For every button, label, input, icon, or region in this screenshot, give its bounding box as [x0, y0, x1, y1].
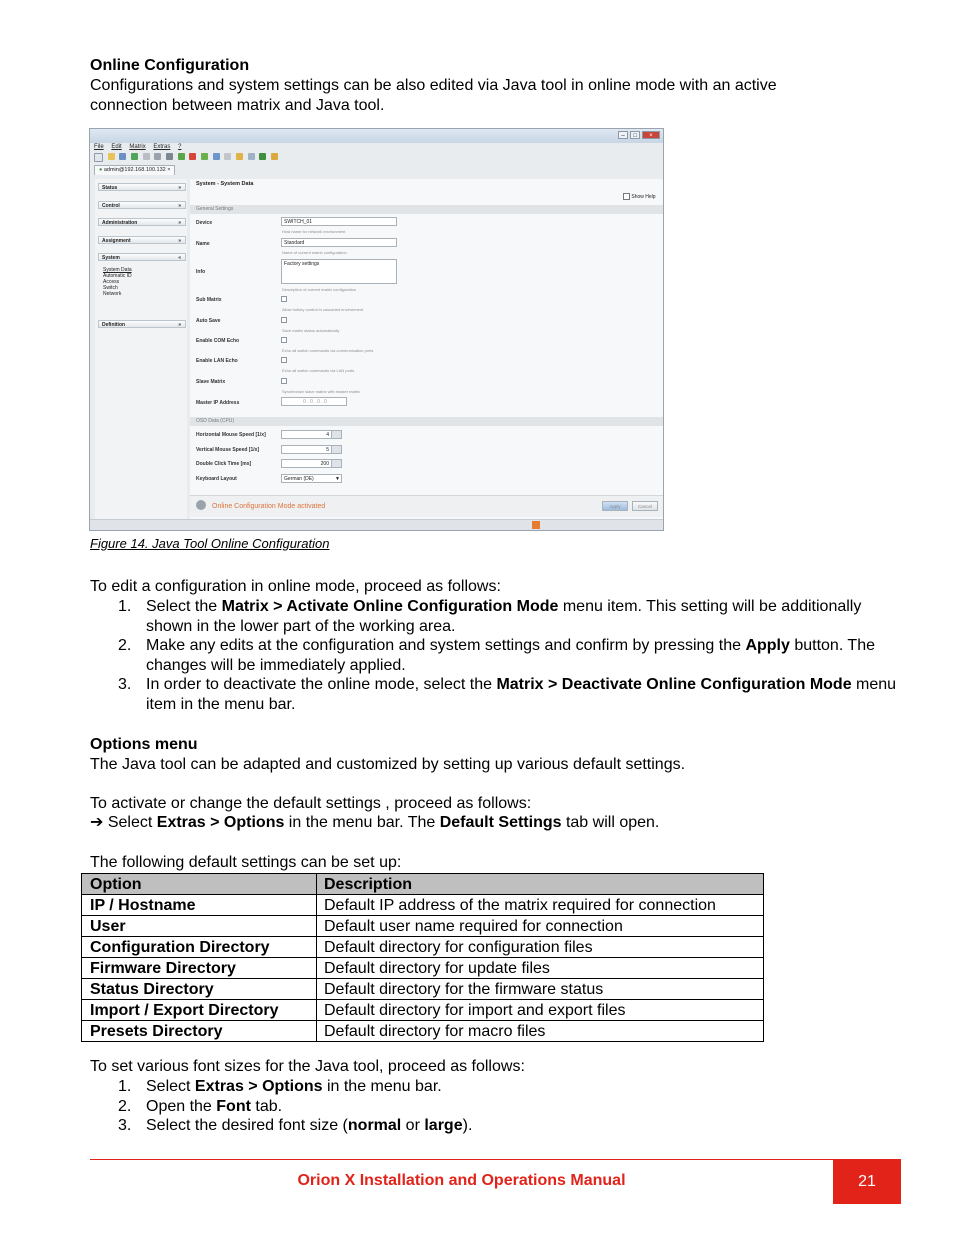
step-text: menu item. This setting will be additionally shown in the lower part of the working area.	[146, 598, 862, 635]
minimize-icon[interactable]: –	[618, 131, 628, 139]
sidebar-system-label: System	[102, 255, 120, 261]
sidebar-item-switch[interactable]: Switch	[103, 285, 118, 291]
slave-matrix-checkbox[interactable]	[281, 378, 287, 384]
page-number: 21	[833, 1159, 901, 1204]
chevron-down-icon: »	[178, 238, 181, 244]
chevron-down-icon: »	[178, 203, 181, 209]
name-input[interactable]: Standard	[281, 238, 397, 247]
step-text: Open the	[146, 1097, 217, 1115]
system-subitems	[103, 267, 132, 297]
description-cell: Default directory for the firmware status	[317, 979, 764, 1000]
upload-icon[interactable]	[201, 153, 208, 160]
table-row	[82, 937, 764, 958]
table-row	[82, 916, 764, 937]
sidebar-status[interactable]	[98, 183, 186, 191]
step-number: 1.	[118, 598, 132, 615]
info-label: Info	[196, 269, 206, 275]
monitor-icon[interactable]	[259, 153, 266, 160]
step-text: menu item in the menu bar.	[146, 676, 897, 713]
description-cell: Default directory for configuration files	[317, 937, 764, 958]
option-cell: Status Directory	[82, 979, 317, 1000]
sidebar-definition-label: Definition	[102, 322, 126, 328]
step-bold: Matrix > Activate Online Configuration Mode	[221, 598, 559, 615]
checkbox-checked-icon	[623, 193, 630, 200]
online-config-intro: Configurations and system settings can be also edited via Java tool in online mode with an active connection between matrix and Java tool.	[90, 77, 777, 114]
step-number: 1.	[118, 1078, 132, 1095]
activate-intro: To activate or change the default settings , proceed as follows:	[90, 795, 532, 812]
section-heading-options-menu: Options menu	[90, 736, 198, 753]
menu-edit[interactable]: Edit	[111, 144, 122, 150]
sidebar-definition[interactable]	[98, 320, 186, 328]
chevron-up-icon: «	[178, 255, 181, 261]
apply-button[interactable]: Apply	[602, 501, 628, 511]
double-click-label: Double Click Time [ms]	[196, 461, 252, 467]
master-ip-input[interactable]: 0 . 0 . 0 . 0	[281, 397, 347, 406]
h-mouse-speed-label: Horizontal Mouse Speed [1/x]	[196, 432, 266, 438]
keyboard-layout-label: Keyboard Layout	[196, 476, 237, 482]
dropdown-arrow-icon: ▼	[335, 476, 340, 482]
description-cell: Default user name required for connection	[317, 916, 764, 937]
font-step	[90, 1097, 900, 1117]
new-file-icon[interactable]	[94, 153, 103, 162]
footer-title: Orion X Installation and Operations Manual	[297, 1172, 626, 1189]
arrow-right-icon: ➔	[90, 814, 104, 831]
step-number: 3.	[118, 1117, 132, 1135]
device-label: Device	[196, 220, 213, 226]
sidebar-control-label: Control	[102, 203, 120, 209]
slave-matrix-hint: Synchronize slave matrix with master matrix	[282, 389, 361, 394]
h-mouse-speed-input[interactable]	[281, 430, 342, 439]
edit-step	[90, 675, 900, 714]
option-cell: Presets Directory	[82, 1021, 317, 1042]
autosave-checkbox[interactable]	[281, 317, 287, 323]
h-mouse-speed-value: 4	[326, 432, 329, 438]
print-icon[interactable]	[248, 153, 255, 160]
edit-steps-list	[90, 597, 900, 715]
save-icon[interactable]	[119, 153, 126, 160]
menu-matrix[interactable]: Matrix	[129, 144, 146, 150]
step-bold: large	[424, 1117, 463, 1135]
step-text: button. The changes will be immediately applied.	[146, 637, 875, 674]
instruction-bold: Default Settings	[439, 814, 562, 831]
close-icon[interactable]: ×	[642, 131, 660, 139]
paste-icon[interactable]	[166, 153, 173, 160]
table-row	[82, 979, 764, 1000]
table-row	[82, 895, 764, 916]
disconnect-icon[interactable]	[189, 153, 196, 160]
description-cell: Default IP address of the matrix required for connection	[317, 895, 764, 916]
sidebar-status-label: Status	[102, 185, 118, 191]
show-help-label: Show Help	[631, 193, 656, 200]
options-intro: The Java tool can be adapted and customized by setting up various default settings.	[90, 756, 686, 773]
open-folder-icon[interactable]	[108, 153, 115, 160]
font-step	[90, 1116, 900, 1136]
step-number: 3.	[118, 676, 132, 694]
device-hint: Host name for network environment	[282, 229, 346, 234]
step-number: 2.	[118, 637, 132, 655]
lan-echo-label: Enable LAN Echo	[196, 358, 238, 364]
default-settings-table	[81, 873, 764, 1042]
double-click-value: 200	[320, 461, 329, 467]
lan-echo-hint: Echo all switch commands via LAN ports	[282, 368, 355, 373]
option-cell: Configuration Directory	[82, 937, 317, 958]
download-icon[interactable]	[213, 153, 220, 160]
submatrix-hint: Allow hotkey control in cascaded environment	[282, 307, 364, 312]
connection-tab-label: admin@192.168.100.132	[103, 167, 166, 173]
com-echo-hint: Echo all switch commands via communication ports	[282, 348, 374, 353]
edit-intro: To edit a configuration in online mode, proceed as follows:	[90, 578, 501, 595]
connection-tab[interactable]: ● admin@192.168.100.132 ×	[94, 165, 175, 175]
maximize-icon[interactable]: □	[630, 131, 640, 139]
table-row	[82, 1000, 764, 1021]
table-row	[82, 1021, 764, 1042]
name-label: Name	[196, 241, 210, 247]
v-mouse-speed-value: 5	[326, 447, 329, 453]
online-mode-message: Online Configuration Mode activated	[212, 503, 326, 510]
system-data-panel	[190, 179, 663, 519]
keyboard-layout-select[interactable]	[281, 474, 342, 483]
autosave-hint: Save matrix status automatically	[282, 328, 340, 333]
select-options-instruction	[90, 813, 659, 833]
window-titlebar	[90, 129, 663, 143]
menu-help[interactable]: ?	[178, 144, 182, 150]
submatrix-checkbox[interactable]	[281, 296, 287, 302]
spinner-icon[interactable]	[331, 446, 341, 453]
font-step	[90, 1077, 900, 1097]
connection-tab-row	[94, 165, 175, 175]
menu-file[interactable]: File	[94, 144, 104, 150]
report-icon[interactable]	[236, 153, 243, 160]
spinner-icon[interactable]	[331, 431, 341, 438]
export-icon[interactable]	[271, 153, 278, 160]
description-cell: Default directory for update files	[317, 958, 764, 979]
copy-icon[interactable]	[154, 153, 161, 160]
com-echo-checkbox[interactable]	[281, 337, 287, 343]
step-text: ).	[462, 1117, 473, 1135]
instruction-text: Select	[103, 814, 157, 831]
cut-icon[interactable]	[143, 153, 150, 160]
option-cell: User	[82, 916, 317, 937]
step-bold: normal	[347, 1117, 402, 1135]
step-text: Select the	[146, 598, 222, 615]
step-text: Select	[146, 1078, 195, 1095]
spinner-icon[interactable]	[331, 460, 341, 467]
step-bold: Matrix > Deactivate Online Configuration Mode	[496, 676, 852, 694]
device-input[interactable]: SWITCH_01	[281, 217, 397, 226]
master-ip-label: Master IP Address	[196, 400, 240, 406]
plug-icon: ●	[99, 167, 103, 173]
step-text: Select the desired font size (	[146, 1117, 348, 1135]
sidebar-item-automatic-id[interactable]: Automatic ID	[103, 273, 132, 279]
menu-extras[interactable]: Extras	[153, 144, 171, 150]
step-number: 2.	[118, 1097, 132, 1115]
instruction-text: in the menu bar. The	[284, 814, 440, 831]
step-bold: Extras > Options	[194, 1078, 323, 1095]
step-text: in the menu bar.	[322, 1078, 442, 1095]
v-mouse-speed-label: Vertical Mouse Speed [1/x]	[196, 447, 260, 453]
keyboard-layout-value: German (DE)	[284, 476, 314, 482]
option-cell: Firmware Directory	[82, 958, 317, 979]
sidebar-assignment-label: Assignment	[102, 238, 131, 244]
panel-title: System - System Data	[196, 181, 254, 187]
v-mouse-speed-input[interactable]	[281, 445, 342, 454]
submatrix-label: Sub Matrix	[196, 297, 222, 303]
navigation-sidebar	[95, 179, 187, 519]
sidebar-administration-label: Administration	[102, 220, 138, 226]
step-text: tab.	[250, 1097, 283, 1115]
sidebar-system[interactable]	[98, 253, 186, 261]
online-status-bar	[190, 495, 663, 517]
toolbar	[94, 153, 281, 162]
font-intro: To set various font sizes for the Java tool, proceed as follows:	[90, 1058, 525, 1075]
table-intro: The following default settings can be set up:	[90, 854, 402, 871]
option-cell: IP / Hostname	[82, 895, 317, 916]
com-echo-label: Enable COM Echo	[196, 338, 240, 344]
connect-icon[interactable]	[178, 153, 185, 160]
lan-echo-checkbox[interactable]	[281, 357, 287, 363]
java-tool-screenshot	[89, 128, 664, 531]
name-hint: Name of current matrix configuration	[282, 250, 347, 255]
step-text: or	[401, 1117, 425, 1135]
document-icon[interactable]	[224, 153, 231, 160]
alert-icon[interactable]	[532, 521, 540, 529]
table-row	[82, 958, 764, 979]
chevron-down-icon: »	[178, 220, 181, 226]
figure-caption: Figure 14. Java Tool Online Configuration	[90, 536, 330, 551]
step-bold: Apply	[745, 637, 790, 655]
font-steps-list	[90, 1077, 900, 1136]
edit-step	[90, 636, 900, 675]
gear-icon	[196, 500, 206, 510]
slave-matrix-label: Slave Matrix	[196, 379, 226, 385]
step-text: Make any edits at the configuration and system settings and confirm by pressing the	[146, 637, 746, 655]
instruction-bold: Extras > Options	[156, 814, 285, 831]
instruction-text: tab will open.	[561, 814, 660, 831]
step-text: In order to deactivate the online mode, select the	[146, 676, 497, 694]
step-bold: Font	[216, 1097, 251, 1115]
table-header-option: Option	[82, 874, 317, 895]
edit-step	[90, 597, 900, 636]
sidebar-item-system-data[interactable]: System Data	[103, 267, 132, 273]
section-heading-online-configuration: Online Configuration	[90, 57, 250, 74]
bottom-status-strip	[90, 519, 663, 531]
description-cell: Default directory for macro files	[317, 1021, 764, 1042]
autosave-label: Auto Save	[196, 318, 221, 324]
option-cell: Import / Export Directory	[82, 1000, 317, 1021]
sidebar-item-network[interactable]: Network	[103, 291, 122, 297]
info-hint: Description of current matrix configuration	[282, 287, 357, 292]
sidebar-assignment[interactable]	[98, 236, 186, 244]
show-help-toggle[interactable]	[623, 193, 656, 201]
sidebar-item-access[interactable]: Access	[103, 279, 120, 285]
table-header-row	[82, 874, 764, 895]
refresh-icon[interactable]	[131, 153, 138, 160]
sidebar-administration[interactable]	[98, 218, 186, 226]
table-header-description: Description	[317, 874, 764, 895]
general-settings-header: General Settings	[190, 205, 663, 214]
chevron-down-icon: »	[178, 322, 181, 328]
description-cell: Default directory for import and export files	[317, 1000, 764, 1021]
osd-data-header: OSD Data (CPU)	[190, 417, 663, 426]
chevron-down-icon: »	[178, 185, 181, 191]
double-click-input[interactable]	[281, 459, 342, 468]
cancel-button[interactable]: Cancel	[632, 501, 658, 511]
menu-bar	[94, 144, 187, 152]
footer-rule	[90, 1159, 834, 1160]
sidebar-control[interactable]	[98, 201, 186, 209]
info-textarea[interactable]: Factory settings	[281, 259, 397, 284]
